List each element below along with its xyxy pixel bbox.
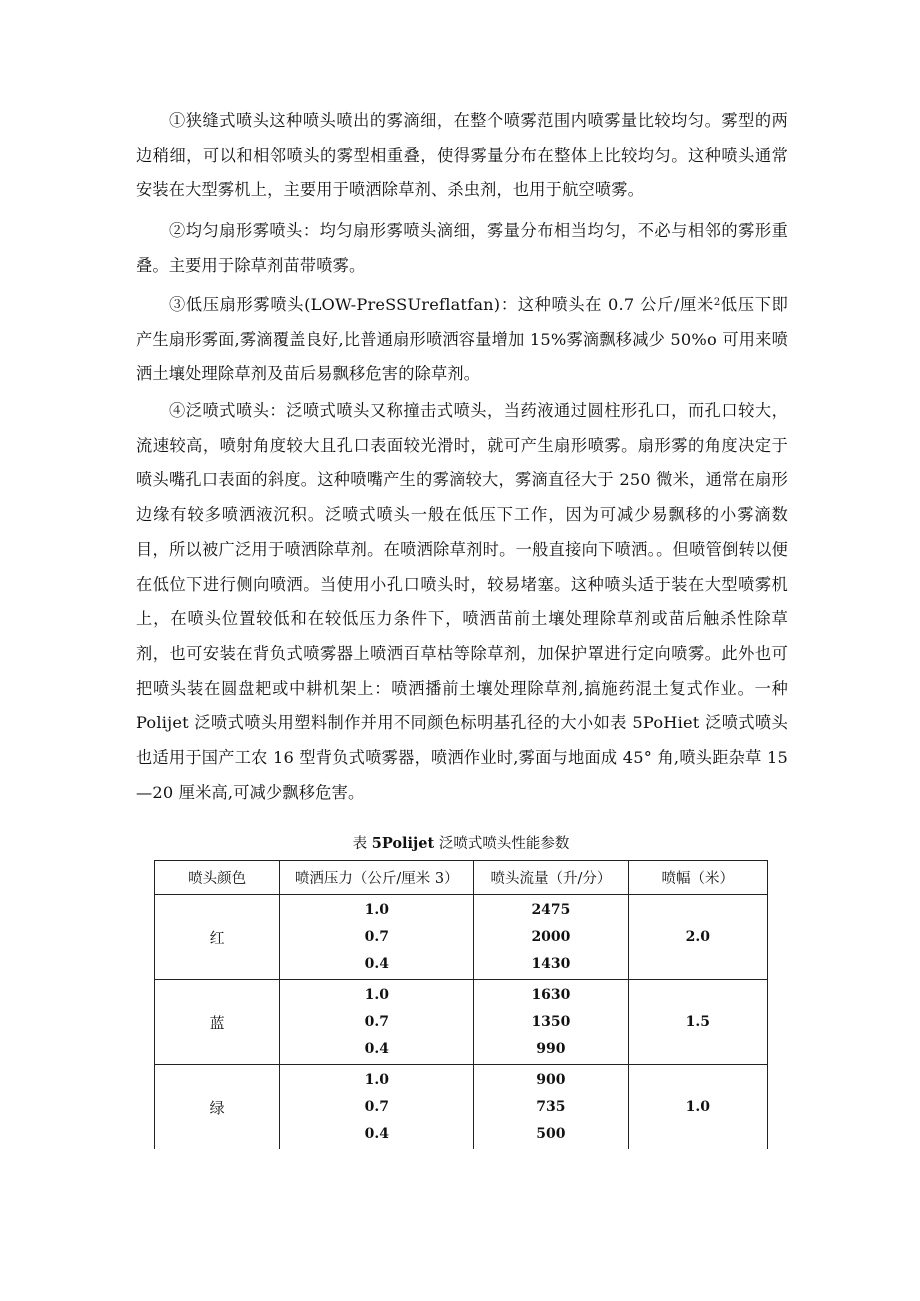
pressure-value: 0.4 bbox=[364, 1125, 389, 1142]
cell-pressures bbox=[280, 895, 474, 980]
pressure-value: 1.0 bbox=[364, 986, 389, 1003]
cell-color: 蓝 bbox=[155, 980, 280, 1065]
pressure-value: 0.7 bbox=[364, 928, 389, 945]
flow-value: 990 bbox=[536, 1040, 566, 1057]
pressure-value: 0.4 bbox=[364, 1040, 389, 1057]
table-row-green bbox=[155, 1065, 768, 1150]
flow-value: 735 bbox=[536, 1098, 566, 1115]
cell-color: 绿 bbox=[155, 1065, 280, 1150]
flow-value: 2000 bbox=[531, 928, 571, 945]
header-flow: 喷头流量（升/分） bbox=[474, 861, 628, 895]
header-width: 喷幅（米） bbox=[628, 861, 767, 895]
cell-flows bbox=[474, 1065, 628, 1150]
header-color: 喷头颜色 bbox=[155, 861, 280, 895]
cell-spray-width: 1.5 bbox=[628, 980, 767, 1065]
cell-pressures bbox=[280, 1065, 474, 1150]
pressure-value: 0.7 bbox=[364, 1013, 389, 1030]
cell-color: 红 bbox=[155, 895, 280, 980]
caption-rest: 泛喷式喷头性能参数 bbox=[434, 836, 570, 852]
table-row-blue bbox=[155, 980, 768, 1065]
paragraph-slit-nozzle: ①狭缝式喷头这种喷头喷出的雾滴细，在整个喷雾范围内喷雾量比较均匀。雾型的两边稍细，可以和相邻喷头的雾型相重叠，使得雾量分布在整体上比较均匀。这种喷头通常安装在大型雾机上，主要用于喷洒除草剂、杀虫剂，也用于航空喷雾。 bbox=[136, 111, 788, 200]
flow-value: 2475 bbox=[531, 901, 571, 918]
cell-pressures bbox=[280, 980, 474, 1065]
paragraph-low-pressure-flat-fan-nozzle bbox=[136, 286, 788, 392]
pressure-value: 0.4 bbox=[364, 955, 389, 972]
paragraph-even-flat-fan-nozzle: ②均匀扇形雾喷头：均匀扇形雾喷头滴细，雾量分布相当均匀，不必与相邻的雾形重叠。主要用于除草剂苗带喷雾。 bbox=[136, 221, 788, 275]
pressure-value: 0.7 bbox=[364, 1098, 389, 1115]
p3-text-after: 低压下即产生扇形雾面,雾滴覆盖良好,比普通扇形喷洒容量增加 15%雾滴飘移减少 50%o 可用来喷洒土壤处理除草剂及苗后易飘移危害的除草剂。 bbox=[136, 295, 788, 384]
cell-spray-width: 1.0 bbox=[628, 1065, 767, 1150]
caption-prefix: 表 bbox=[352, 836, 372, 852]
caption-bold: 5Polijet bbox=[371, 835, 435, 852]
pressure-value: 1.0 bbox=[364, 1071, 389, 1088]
paragraph-flood-nozzle: ④泛喷式喷头：泛喷式喷头又称撞击式喷头，当药液通过圆柱形孔口，而孔口较大，流速较高，喷射角度较大且孔口表面较光滑时，就可产生扇形喷雾。扇形雾的角度决定于喷头嘴孔口表面的斜度。这种喷嘴产生的雾滴较大，雾滴直径大于 250 微米，通常在扇形边缘有较多喷洒液沉积。泛喷式喷头一般在低压下工作，因为可减少易飘移的小雾滴数目，所以被广泛用于喷洒除草剂。在喷洒除草剂时。一般直接向下喷洒。。但喷管倒转以便在低位下进行侧向喷洒。当使用小孔口喷头时，较易堵塞。这种喷头适于装在大型喷雾机上，在喷头位置较低和在较低压力条件下，喷洒苗前土壤处理除草剂或苗后触杀性除草剂，也可安装在背负式喷雾器上喷洒百草枯等除草剂，加保护罩进行定向喷雾。此外也可把喷头装在圆盘耙或中耕机架上：喷洒播前土壤处理除草剂,搞施药混土复式作业。一种 Polijet 泛喷式喷头用塑料制作并用不同颜色标明基孔径的大小如表 5PoHiet 泛喷式喷头也适用于国产工农 16 型背负式喷雾器，喷洒作业时,雾面与地面成 45° 角,喷头距杂草 15—20 厘米高,可减少飘移危害。 bbox=[136, 401, 788, 802]
nozzle-spec-table bbox=[154, 860, 768, 1149]
flow-value: 900 bbox=[536, 1071, 566, 1088]
flow-value: 500 bbox=[536, 1125, 566, 1142]
flow-value: 1350 bbox=[531, 1013, 571, 1030]
table-caption bbox=[154, 832, 768, 853]
p3-text-before: ③低压扇形雾喷头(LOW-PreSSUreflatfan)：这种喷头在 0.7 公斤/厘米 bbox=[169, 295, 714, 314]
cell-flows bbox=[474, 895, 628, 980]
table-row-red bbox=[155, 895, 768, 980]
header-pressure: 喷洒压力（公斤/厘米 3） bbox=[280, 861, 474, 895]
cell-spray-width: 2.0 bbox=[628, 895, 767, 980]
cell-flows bbox=[474, 980, 628, 1065]
table-header-row bbox=[155, 861, 768, 895]
p3-superscript: 2 bbox=[713, 297, 721, 308]
flow-value: 1630 bbox=[531, 986, 571, 1003]
pressure-value: 1.0 bbox=[364, 901, 389, 918]
flow-value: 1430 bbox=[531, 955, 571, 972]
